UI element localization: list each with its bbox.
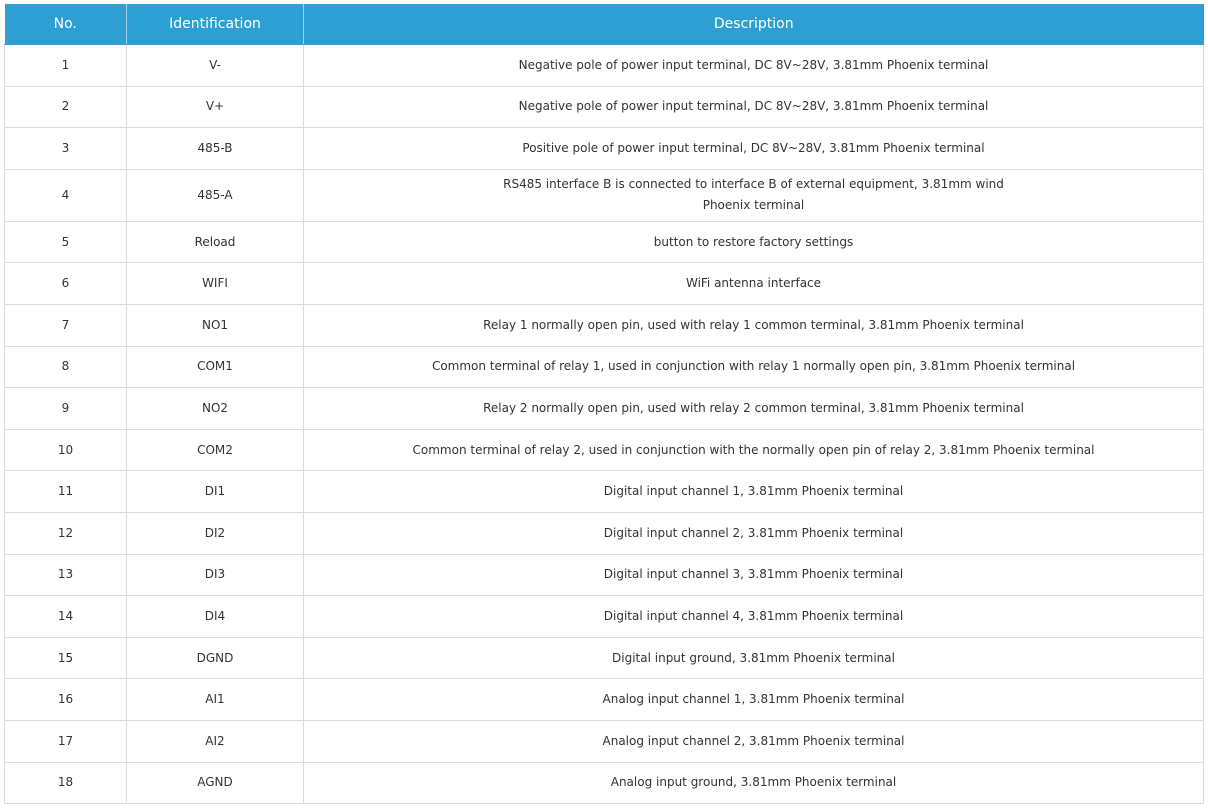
table-row: [5, 86, 1204, 128]
table-row: [5, 429, 1204, 471]
table-row: [5, 512, 1204, 554]
cell-no: 4: [5, 169, 127, 221]
cell-identification: AGND: [127, 762, 304, 804]
cell-description-line: Phoenix terminal: [702, 198, 805, 213]
cell-identification: V+: [127, 86, 304, 128]
cell-description: Relay 1 normally open pin, used with relay 1 common terminal, 3.81mm Phoenix terminal: [304, 304, 1204, 346]
table-row: [5, 596, 1204, 638]
cell-description-line: RS485 interface B is connected to interface B of external equipment, 3.81mm wind: [503, 177, 1004, 192]
cell-identification: COM2: [127, 429, 304, 471]
cell-no: 3: [5, 128, 127, 170]
table-row: [5, 221, 1204, 263]
table-row: [5, 169, 1204, 221]
cell-description: Negative pole of power input terminal, DC 8V~28V, 3.81mm Phoenix terminal: [304, 86, 1204, 128]
table-row: [5, 637, 1204, 679]
cell-description: WiFi antenna interface: [304, 263, 1204, 305]
cell-no: 1: [5, 45, 127, 87]
cell-identification: DI3: [127, 554, 304, 596]
cell-description: Negative pole of power input terminal, DC 8V~28V, 3.81mm Phoenix terminal: [304, 45, 1204, 87]
terminal-definition-table: [4, 4, 1204, 804]
cell-description: Digital input ground, 3.81mm Phoenix terminal: [304, 637, 1204, 679]
cell-no: 12: [5, 512, 127, 554]
table-row: [5, 471, 1204, 513]
cell-description: Common terminal of relay 1, used in conjunction with relay 1 normally open pin, 3.81mm Phoenix terminal: [304, 346, 1204, 388]
cell-description: Analog input ground, 3.81mm Phoenix terminal: [304, 762, 1204, 804]
cell-identification: 485-B: [127, 128, 304, 170]
cell-description: Digital input channel 1, 3.81mm Phoenix terminal: [304, 471, 1204, 513]
cell-no: 16: [5, 679, 127, 721]
cell-no: 7: [5, 304, 127, 346]
cell-no: 14: [5, 596, 127, 638]
cell-description: button to restore factory settings: [304, 221, 1204, 263]
cell-no: 10: [5, 429, 127, 471]
cell-no: 8: [5, 346, 127, 388]
cell-identification: Reload: [127, 221, 304, 263]
table-row: [5, 45, 1204, 87]
cell-no: 18: [5, 762, 127, 804]
cell-no: 17: [5, 720, 127, 762]
table-row: [5, 388, 1204, 430]
header-description: Description: [304, 4, 1204, 45]
header-identification: Identification: [127, 4, 304, 45]
table-row: [5, 346, 1204, 388]
cell-identification: V-: [127, 45, 304, 87]
table-row: [5, 128, 1204, 170]
cell-description: Digital input channel 2, 3.81mm Phoenix terminal: [304, 512, 1204, 554]
cell-identification: AI2: [127, 720, 304, 762]
cell-description: [304, 169, 1204, 221]
cell-identification: NO2: [127, 388, 304, 430]
cell-description: Digital input channel 3, 3.81mm Phoenix terminal: [304, 554, 1204, 596]
table-header: [5, 4, 1204, 45]
table-body: [5, 45, 1204, 804]
cell-description: Positive pole of power input terminal, DC 8V~28V, 3.81mm Phoenix terminal: [304, 128, 1204, 170]
cell-description: Relay 2 normally open pin, used with relay 2 common terminal, 3.81mm Phoenix terminal: [304, 388, 1204, 430]
cell-no: 2: [5, 86, 127, 128]
terminal-table-container: [4, 4, 1203, 804]
cell-no: 6: [5, 263, 127, 305]
cell-no: 11: [5, 471, 127, 513]
cell-identification: AI1: [127, 679, 304, 721]
cell-description: Analog input channel 2, 3.81mm Phoenix terminal: [304, 720, 1204, 762]
table-row: [5, 679, 1204, 721]
cell-no: 9: [5, 388, 127, 430]
cell-identification: DGND: [127, 637, 304, 679]
cell-identification: DI1: [127, 471, 304, 513]
cell-description: Analog input channel 1, 3.81mm Phoenix terminal: [304, 679, 1204, 721]
table-row: [5, 720, 1204, 762]
table-row: [5, 554, 1204, 596]
cell-identification: DI2: [127, 512, 304, 554]
table-header-row: [5, 4, 1204, 45]
cell-identification: NO1: [127, 304, 304, 346]
cell-identification: WIFI: [127, 263, 304, 305]
cell-identification: COM1: [127, 346, 304, 388]
cell-description: Common terminal of relay 2, used in conjunction with the normally open pin of relay 2, 3.81mm Phoenix terminal: [304, 429, 1204, 471]
table-row: [5, 304, 1204, 346]
cell-description: Digital input channel 4, 3.81mm Phoenix terminal: [304, 596, 1204, 638]
cell-no: 15: [5, 637, 127, 679]
cell-no: 5: [5, 221, 127, 263]
cell-identification: DI4: [127, 596, 304, 638]
header-no: No.: [5, 4, 127, 45]
cell-identification: 485-A: [127, 169, 304, 221]
cell-no: 13: [5, 554, 127, 596]
table-row: [5, 263, 1204, 305]
table-row: [5, 762, 1204, 804]
